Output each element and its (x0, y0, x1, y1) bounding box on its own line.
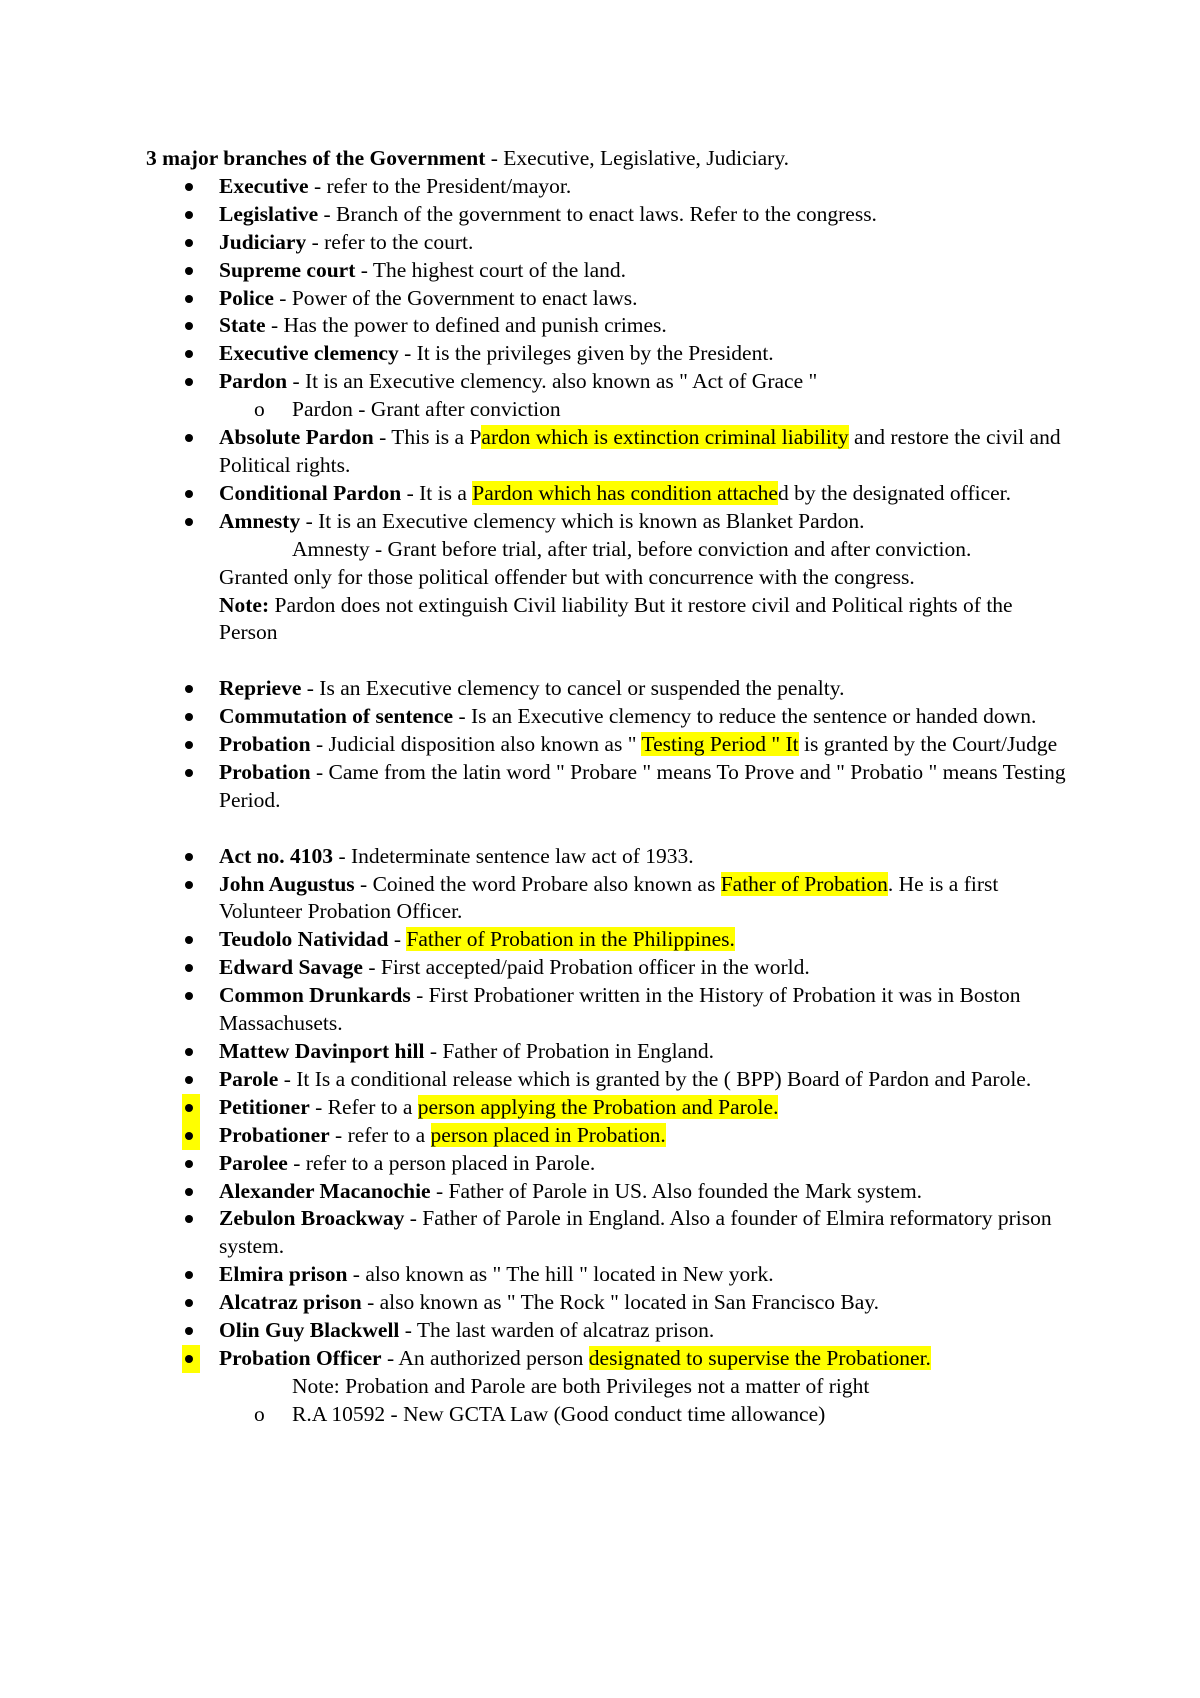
note-line (146, 592, 1076, 648)
list-item (146, 1345, 1076, 1373)
continuation-line: Granted only for those political offender but with concurrence with the congress. (219, 564, 915, 589)
item-term: Probationer (219, 1122, 330, 1147)
list-item (146, 675, 1076, 703)
bullet-icon (182, 1122, 200, 1150)
item-text: - Has the power to defined and punish crimes. (265, 313, 667, 338)
list-item (146, 1150, 1076, 1178)
item-text: - refer to a person placed in Parole. (287, 1150, 596, 1175)
highlighted-text: Father of Probation (720, 871, 888, 896)
item-term: Petitioner (219, 1094, 310, 1119)
item-text: - also known as " The Rock " located in San Francisco Bay. (361, 1290, 880, 1315)
list-item (146, 1289, 1076, 1317)
item-term: Act no. 4103 (219, 843, 334, 868)
item-text: - Came from the latin word " Probare " means To Prove and " Probatio " means Testing Period. (219, 759, 1066, 812)
list-item (146, 1261, 1076, 1289)
item-term: Executive clemency (219, 341, 399, 366)
list-item (146, 1178, 1076, 1206)
item-term: Edward Savage (219, 955, 363, 980)
item-text: - It is the privileges given by the President. (398, 341, 774, 366)
item-text: - Is an Executive clemency to cancel or suspended the penalty. (301, 676, 845, 701)
item-term: Judiciary (219, 229, 307, 254)
item-text: - Refer to a (309, 1094, 418, 1119)
list-item (146, 954, 1076, 982)
item-term: Olin Guy Blackwell (219, 1318, 400, 1343)
list-item (146, 340, 1076, 368)
item-text: - refer to the President/mayor. (308, 173, 572, 198)
item-text-after: d by the designated officer. (777, 480, 1012, 505)
notes-body (146, 145, 1076, 1429)
list-item (146, 173, 1076, 201)
item-text: - It is an Executive clemency. also known as " Act of Grace " (287, 369, 818, 394)
highlighted-text: Pardon which has condition attache (472, 480, 778, 505)
item-term: John Augustus (219, 871, 355, 896)
list-item (146, 843, 1076, 871)
indented-note: Amnesty - Grant before trial, after trial, before conviction and after conviction. (292, 536, 972, 561)
heading-term: 3 major branches of the Government (146, 146, 486, 170)
list-item (146, 1317, 1076, 1345)
item-text: - The last warden of alcatraz prison. (399, 1318, 715, 1343)
item-term: Conditional Pardon (219, 480, 402, 505)
list-item (146, 285, 1076, 313)
item-term: Reprieve (219, 676, 302, 701)
item-term: Mattew Davinport hill (219, 1038, 425, 1063)
item-term: Parole (219, 1066, 279, 1091)
bullet-icon (182, 1345, 200, 1373)
list-item (146, 982, 1076, 1038)
bullet-icon (182, 1094, 200, 1122)
circle-bullet-icon: o (254, 397, 265, 422)
item-text: - It Is a conditional release which is granted by the ( BPP) Board of Pardon and Parole. (278, 1066, 1032, 1091)
circle-bullet-icon: o (254, 1401, 265, 1426)
item-text: - Father of Parole in England. Also a founder of Elmira reformatory prison system. (219, 1206, 1052, 1259)
item-term: Alexander Macanochie (219, 1178, 431, 1203)
item-term: Probation Officer (219, 1345, 382, 1370)
list-item (146, 703, 1076, 731)
item-text: - This is a P (373, 425, 482, 450)
list-item (146, 731, 1076, 759)
highlighted-text: person placed in Probation. (430, 1122, 666, 1147)
item-term: Amnesty (219, 508, 301, 533)
item-term: Pardon (219, 369, 288, 394)
item-text: - also known as " The hill " located in New york. (347, 1262, 774, 1287)
list-item (146, 1205, 1076, 1261)
item-text: - Coined the word Probare also known as (354, 871, 721, 896)
sub-list-item (146, 1401, 1076, 1429)
notes-list (146, 173, 1076, 1429)
heading-line (146, 145, 1076, 173)
item-text: - It is an Executive clemency which is known as Blanket Pardon. (300, 508, 865, 533)
item-text: - It is a (401, 480, 473, 505)
highlighted-text: Testing Period " It (641, 732, 799, 757)
item-term: State (219, 313, 266, 338)
item-text: - First accepted/paid Probation officer in the world. (362, 955, 810, 980)
heading-text: - Executive, Legislative, Judiciary. (485, 146, 790, 170)
item-text: - An authorized person (381, 1345, 589, 1370)
indented-note: Note: Probation and Parole are both Privileges not a matter of right (292, 1373, 870, 1398)
list-item (146, 480, 1076, 508)
list-item (146, 201, 1076, 229)
note-label: Note: (219, 592, 270, 617)
highlighted-text: Father of Probation in the Philippines. (406, 927, 735, 952)
list-item (146, 508, 1076, 536)
item-text: - Judicial disposition also known as " (310, 732, 642, 757)
item-term: Common Drunkards (219, 983, 411, 1008)
list-item (146, 871, 1076, 927)
item-text: - Father of Probation in England. (424, 1038, 715, 1063)
item-term: Probation (219, 759, 311, 784)
item-term: Absolute Pardon (219, 425, 374, 450)
item-term: Police (219, 285, 274, 310)
note-text: Pardon does not extinguish Civil liability But it restore civil and Political rights of the Person (219, 592, 1013, 645)
item-term: Parolee (219, 1150, 288, 1175)
item-text: - Father of Parole in US. Also founded the Mark system. (430, 1178, 923, 1203)
item-text: - refer to the court. (306, 229, 474, 254)
item-text-after: and restore the civil and Political rights. (219, 425, 1061, 477)
item-text: - Indeterminate sentence law act of 1933. (333, 843, 694, 868)
list-item (146, 257, 1076, 285)
list-item (146, 759, 1076, 815)
list-item (146, 312, 1076, 340)
sub-item-text: Pardon - Grant after conviction (292, 397, 561, 422)
item-text: - refer to a (329, 1122, 431, 1147)
item-term: Zebulon Broackway (219, 1206, 405, 1231)
item-text: - Branch of the government to enact laws. Refer to the congress. (318, 201, 877, 226)
highlighted-text: designated to supervise the Probationer. (588, 1345, 931, 1370)
list-item (146, 368, 1076, 396)
list-item (146, 1122, 1076, 1150)
item-term: Commutation of sentence (219, 704, 454, 729)
list-item (146, 1066, 1076, 1094)
item-text-after: . He is a first Volunteer Probation Officer. (219, 871, 999, 924)
list-item (146, 424, 1076, 480)
item-text-after: is granted by the Court/Judge (798, 732, 1058, 757)
item-term: Alcatraz prison (219, 1290, 362, 1315)
list-item (146, 926, 1076, 954)
item-text: - Is an Executive clemency to reduce the sentence or handed down. (453, 704, 1037, 729)
highlighted-text: person applying the Probation and Parole. (417, 1094, 779, 1119)
list-item (146, 229, 1076, 257)
list-item (146, 1094, 1076, 1122)
item-term: Legislative (219, 201, 319, 226)
item-term: Probation (219, 732, 311, 757)
list-item (146, 1038, 1076, 1066)
highlighted-text: ardon which is extinction criminal liability (481, 425, 849, 450)
item-text: - Power of the Government to enact laws. (273, 285, 638, 310)
sub-list-item (146, 396, 1076, 424)
item-term: Elmira prison (219, 1262, 348, 1287)
item-term: Teudolo Natividad (219, 927, 389, 952)
item-text: - (388, 927, 407, 952)
blank-line (146, 815, 1076, 843)
sub-item-text: R.A 10592 - New GCTA Law (Good conduct time allowance) (292, 1401, 826, 1426)
blank-line (146, 647, 1076, 675)
item-term: Supreme court (219, 257, 356, 282)
item-text: - First Probationer written in the History of Probation it was in Boston Massachusets. (219, 983, 1021, 1036)
item-text: - The highest court of the land. (355, 257, 627, 282)
item-term: Executive (219, 173, 309, 198)
